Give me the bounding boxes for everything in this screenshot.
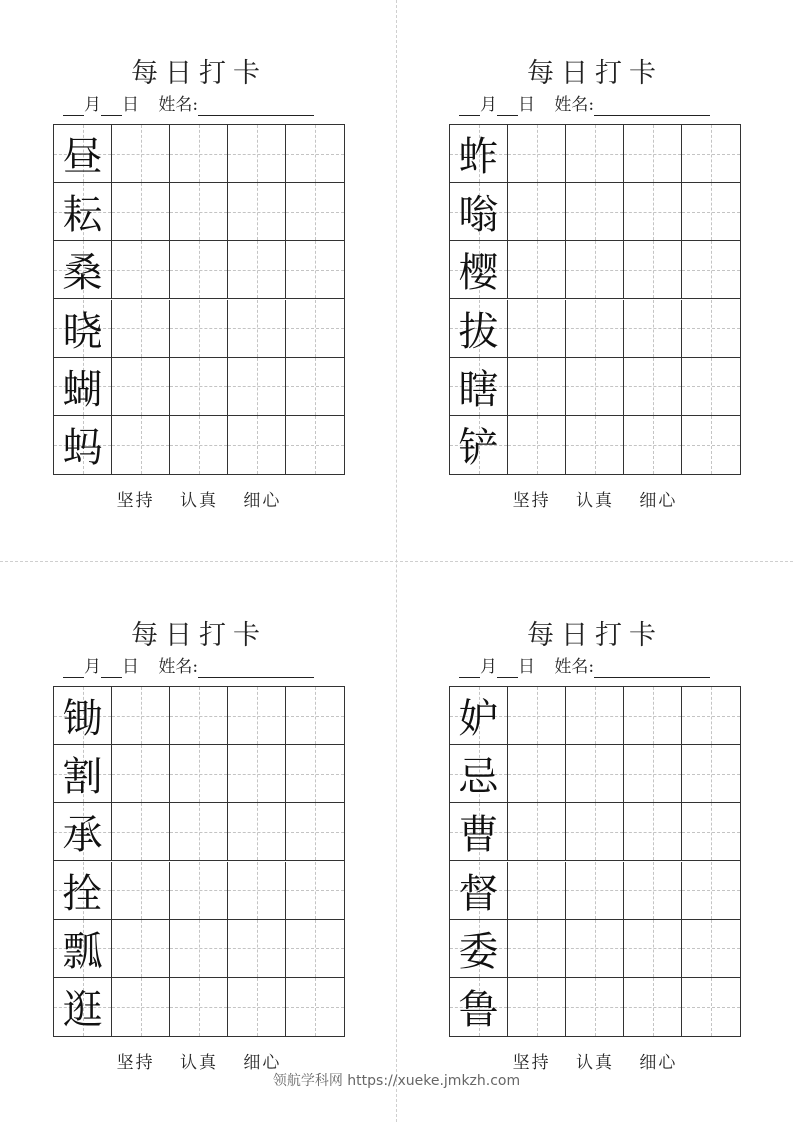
model-character-cell: [54, 300, 112, 358]
writing-cell[interactable]: [170, 920, 228, 978]
writing-cell[interactable]: [566, 803, 624, 861]
model-character-cell: [450, 687, 508, 745]
model-character: 蚂: [62, 425, 103, 472]
writing-cell[interactable]: [508, 416, 566, 474]
writing-cell[interactable]: [682, 300, 740, 358]
practice-grid: [449, 686, 741, 1037]
writing-cell[interactable]: [682, 920, 740, 978]
writing-cell[interactable]: [286, 978, 344, 1036]
model-character: 瓢: [62, 928, 103, 975]
model-character-cell: [54, 803, 112, 861]
model-character: 逛: [62, 987, 103, 1034]
model-character-cell: [54, 978, 112, 1036]
model-character: 昼: [62, 134, 103, 181]
writing-cell[interactable]: [508, 862, 566, 920]
card-title: 每日打卡: [131, 58, 267, 89]
writing-cell[interactable]: [228, 862, 286, 920]
writing-cell[interactable]: [170, 745, 228, 803]
writing-cell[interactable]: [566, 978, 624, 1036]
day-label: 日: [122, 95, 139, 115]
date-name-line: [63, 94, 314, 116]
card-title: 每日打卡: [131, 620, 267, 651]
writing-cell[interactable]: [682, 125, 740, 183]
writing-cell[interactable]: [682, 803, 740, 861]
model-character: 嗡: [458, 192, 499, 239]
model-character: 承: [62, 812, 103, 859]
name-label: 姓名:: [554, 95, 595, 115]
writing-cell[interactable]: [682, 687, 740, 745]
writing-cell[interactable]: [508, 358, 566, 416]
model-character-cell: [54, 241, 112, 299]
model-character-cell: [54, 745, 112, 803]
model-character: 拴: [62, 870, 103, 917]
model-character-cell: [54, 416, 112, 474]
writing-cell[interactable]: [624, 416, 682, 474]
writing-cell[interactable]: [170, 300, 228, 358]
writing-cell[interactable]: [682, 978, 740, 1036]
writing-cell[interactable]: [170, 862, 228, 920]
writing-cell[interactable]: [170, 183, 228, 241]
model-character-cell: [54, 920, 112, 978]
writing-cell[interactable]: [624, 241, 682, 299]
day-label: 日: [518, 95, 535, 115]
name-blank[interactable]: [198, 659, 314, 678]
writing-cell[interactable]: [112, 183, 170, 241]
writing-cell[interactable]: [112, 358, 170, 416]
month-blank[interactable]: [63, 659, 84, 678]
writing-cell[interactable]: [624, 183, 682, 241]
writing-cell[interactable]: [682, 745, 740, 803]
model-character: 耘: [62, 192, 103, 239]
writing-cell[interactable]: [228, 978, 286, 1036]
writing-cell[interactable]: [112, 745, 170, 803]
writing-cell[interactable]: [682, 416, 740, 474]
writing-cell[interactable]: [112, 862, 170, 920]
date-name-line: [459, 656, 710, 678]
footer-watermark: 领航学科网 https://xueke.jmkzh.com: [272, 1073, 521, 1089]
model-character-cell: [54, 125, 112, 183]
writing-cell[interactable]: [624, 920, 682, 978]
writing-cell[interactable]: [624, 862, 682, 920]
card-title: 每日打卡: [527, 620, 663, 651]
model-character-cell: [450, 358, 508, 416]
model-character-cell: [54, 687, 112, 745]
day-blank[interactable]: [101, 659, 122, 678]
name-label: 姓名:: [158, 95, 199, 115]
motto: 坚持 认真 细心: [512, 1053, 678, 1073]
name-blank[interactable]: [594, 97, 710, 116]
model-character: 忌: [458, 754, 499, 801]
writing-cell[interactable]: [286, 745, 344, 803]
writing-cell[interactable]: [170, 241, 228, 299]
model-character: 鲁: [458, 987, 499, 1034]
writing-cell[interactable]: [286, 358, 344, 416]
writing-cell[interactable]: [170, 978, 228, 1036]
writing-cell[interactable]: [508, 183, 566, 241]
month-label: 月: [84, 657, 101, 677]
model-character: 桑: [62, 250, 103, 297]
motto: 坚持 认真 细心: [116, 491, 282, 511]
writing-cell[interactable]: [228, 920, 286, 978]
horizontal-cut-line: [0, 561, 793, 562]
card-title: 每日打卡: [527, 58, 663, 89]
model-character-cell: [450, 920, 508, 978]
practice-grid: [53, 686, 345, 1037]
model-character-cell: [450, 183, 508, 241]
writing-cell[interactable]: [286, 125, 344, 183]
model-character: 樱: [458, 250, 499, 297]
writing-cell[interactable]: [112, 125, 170, 183]
day-blank[interactable]: [497, 97, 518, 116]
writing-cell[interactable]: [170, 416, 228, 474]
writing-cell[interactable]: [624, 978, 682, 1036]
month-blank[interactable]: [459, 97, 480, 116]
writing-cell[interactable]: [228, 241, 286, 299]
motto: 坚持 认真 细心: [512, 491, 678, 511]
model-character-cell: [54, 358, 112, 416]
writing-cell[interactable]: [170, 125, 228, 183]
writing-cell[interactable]: [566, 745, 624, 803]
writing-cell[interactable]: [112, 687, 170, 745]
writing-cell[interactable]: [112, 803, 170, 861]
writing-cell[interactable]: [566, 125, 624, 183]
writing-cell[interactable]: [508, 300, 566, 358]
writing-cell[interactable]: [228, 183, 286, 241]
month-label: 月: [480, 657, 497, 677]
practice-grid: [53, 124, 345, 475]
date-name-line: [459, 94, 710, 116]
model-character: 瞎: [458, 366, 499, 413]
month-blank[interactable]: [63, 97, 84, 116]
model-character-cell: [450, 745, 508, 803]
writing-cell[interactable]: [508, 978, 566, 1036]
day-label: 日: [122, 657, 139, 677]
writing-cell[interactable]: [228, 125, 286, 183]
writing-cell[interactable]: [228, 745, 286, 803]
model-character-cell: [450, 125, 508, 183]
writing-cell[interactable]: [112, 300, 170, 358]
day-label: 日: [518, 657, 535, 677]
writing-cell[interactable]: [624, 300, 682, 358]
name-label: 姓名:: [158, 657, 199, 677]
writing-cell[interactable]: [228, 300, 286, 358]
name-blank[interactable]: [594, 659, 710, 678]
month-label: 月: [480, 95, 497, 115]
writing-cell[interactable]: [566, 183, 624, 241]
writing-cell[interactable]: [112, 920, 170, 978]
model-character: 委: [458, 928, 499, 975]
name-label: 姓名:: [554, 657, 595, 677]
day-blank[interactable]: [497, 659, 518, 678]
writing-cell[interactable]: [286, 300, 344, 358]
model-character-cell: [54, 862, 112, 920]
model-character-cell: [450, 300, 508, 358]
writing-cell[interactable]: [228, 687, 286, 745]
month-blank[interactable]: [459, 659, 480, 678]
model-character-cell: [450, 241, 508, 299]
writing-cell[interactable]: [286, 803, 344, 861]
model-character-cell: [450, 862, 508, 920]
writing-cell[interactable]: [286, 862, 344, 920]
model-character: 蚱: [458, 134, 499, 181]
date-name-line: [63, 656, 314, 678]
writing-cell[interactable]: [566, 241, 624, 299]
model-character-cell: [450, 416, 508, 474]
model-character: 锄: [62, 696, 103, 743]
writing-cell[interactable]: [228, 803, 286, 861]
writing-cell[interactable]: [286, 241, 344, 299]
writing-cell[interactable]: [624, 745, 682, 803]
writing-cell[interactable]: [508, 803, 566, 861]
writing-cell[interactable]: [508, 687, 566, 745]
writing-cell[interactable]: [170, 803, 228, 861]
writing-cell[interactable]: [682, 862, 740, 920]
writing-cell[interactable]: [286, 183, 344, 241]
model-character: 拔: [458, 308, 499, 355]
model-character: 铲: [458, 425, 499, 472]
writing-cell[interactable]: [508, 745, 566, 803]
month-label: 月: [84, 95, 101, 115]
writing-cell[interactable]: [566, 862, 624, 920]
writing-cell[interactable]: [566, 920, 624, 978]
writing-cell[interactable]: [228, 358, 286, 416]
writing-cell[interactable]: [508, 920, 566, 978]
writing-cell[interactable]: [112, 416, 170, 474]
writing-cell[interactable]: [566, 358, 624, 416]
writing-cell[interactable]: [508, 125, 566, 183]
model-character: 妒: [458, 696, 499, 743]
writing-cell[interactable]: [112, 978, 170, 1036]
model-character: 晓: [62, 308, 103, 355]
writing-cell[interactable]: [624, 803, 682, 861]
model-character: 督: [458, 870, 499, 917]
writing-cell[interactable]: [624, 358, 682, 416]
motto: 坚持 认真 细心: [116, 1053, 282, 1073]
writing-cell[interactable]: [566, 416, 624, 474]
name-blank[interactable]: [198, 97, 314, 116]
writing-cell[interactable]: [566, 300, 624, 358]
model-character: 割: [62, 754, 103, 801]
model-character-cell: [450, 978, 508, 1036]
writing-cell[interactable]: [170, 687, 228, 745]
writing-cell[interactable]: [682, 183, 740, 241]
writing-cell[interactable]: [624, 687, 682, 745]
writing-cell[interactable]: [112, 241, 170, 299]
writing-cell[interactable]: [286, 920, 344, 978]
writing-cell[interactable]: [682, 358, 740, 416]
writing-cell[interactable]: [682, 241, 740, 299]
model-character: 曹: [458, 812, 499, 859]
day-blank[interactable]: [101, 97, 122, 116]
writing-cell[interactable]: [566, 687, 624, 745]
writing-cell[interactable]: [508, 241, 566, 299]
writing-cell[interactable]: [286, 687, 344, 745]
model-character-cell: [450, 803, 508, 861]
model-character: 蝴: [62, 366, 103, 413]
model-character-cell: [54, 183, 112, 241]
writing-cell[interactable]: [228, 416, 286, 474]
writing-cell[interactable]: [170, 358, 228, 416]
practice-grid: [449, 124, 741, 475]
writing-cell[interactable]: [624, 125, 682, 183]
writing-cell[interactable]: [286, 416, 344, 474]
